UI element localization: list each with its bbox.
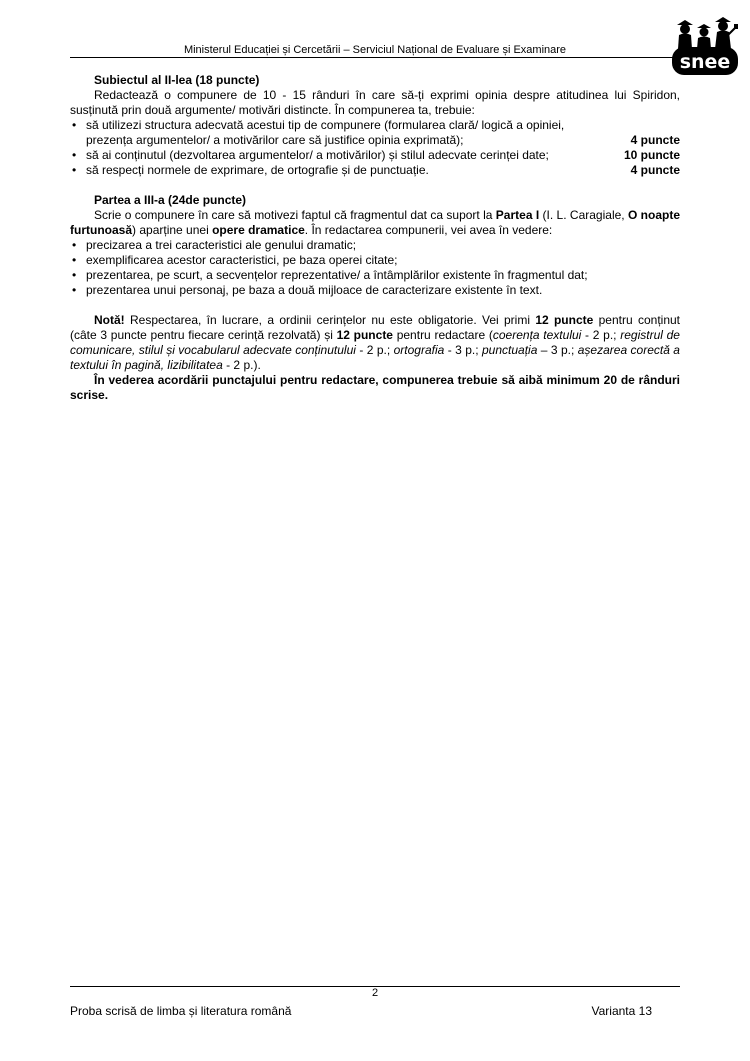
list-item: • prezentarea unui personaj, pe baza a două mijloace de caracterizare existente în text. [70,283,680,298]
list-item: • să respecți normele de exprimare, de ortografie și de punctuație. 4 puncte [70,163,680,178]
list-item: • să utilizezi structura adecvată acestui tip de compunere (formularea clară/ logică a opiniei, prezența argumentelor/ a motivărilor care să justifice opinia exprimată); 4 puncte [70,118,680,148]
snee-logo-graphic [668,15,740,77]
list-item: • exemplificarea acestor caracteristici, pe baza operei citate; [70,253,680,268]
footer-exam-title: Proba scrisă de limba și literatura română [70,1004,292,1018]
list-item: • să ai conținutul (dezvoltarea argumentelor/ a motivărilor) și stilul adecvate cerinței date; 10 puncte [70,148,680,163]
footer-variant: Varianta 13 [591,1004,652,1018]
redaction-requirement: În vederea acordării punctajului pentru redactare, compunerea trebuie să aibă minimum 20 de rânduri scrise. [70,373,680,402]
snee-logo [668,15,740,77]
part3-requirements [70,238,680,298]
part2-intro: Redactează o compunere de 10 - 15 rânduri în care să-ți exprimi opinia despre atitudinea lui Spiridon, susținută prin două argumente/ motivări distincte. În compunerea ta, trebuie: [70,88,680,117]
part2-title: Subiectul al II-lea (18 puncte) [94,73,260,87]
header-ministry: Ministerul Educației și Cercetării – Serviciul Național de Evaluare și Examinare [183,44,567,56]
part2-requirements [70,118,680,178]
header-divider [70,57,680,58]
logo-text: snee [679,51,731,73]
page-content [70,73,680,403]
page-number: 2 [371,987,379,999]
part3-title: Partea a III-a (24de puncte) [94,193,247,207]
list-item: • precizarea a trei caracteristici ale genului dramatic; [70,238,680,253]
scoring-note: Notă! Respectarea, în lucrare, a ordinii cerințelor nu este obligatorie. Vei primi 12 puncte pentru conținut (câte 3 puncte pentru fiecare cerință rezolvată) și 12 puncte pentru redactare (coerența textului - 2 p.; registrul de comunicare, stilul și vocabularul adecvate conținutului - 2 p.; ortografia - 3 p.; punctuația – 3 p.; așezarea corectă a textului în pagină, lizibilitatea - 2 p.). [70,313,680,372]
list-item: • prezentarea, pe scurt, a secvențelor reprezentative/ a întâmplărilor existente în fragmentul dat; [70,268,680,283]
part3-intro: Scrie o compunere în care să motivezi faptul că fragmentul dat ca suport la Partea I (I. L. Caragiale, O noapte furtunoasă) aparține unei opere dramatice. În redactarea compunerii, vei avea în vedere: [70,208,680,237]
